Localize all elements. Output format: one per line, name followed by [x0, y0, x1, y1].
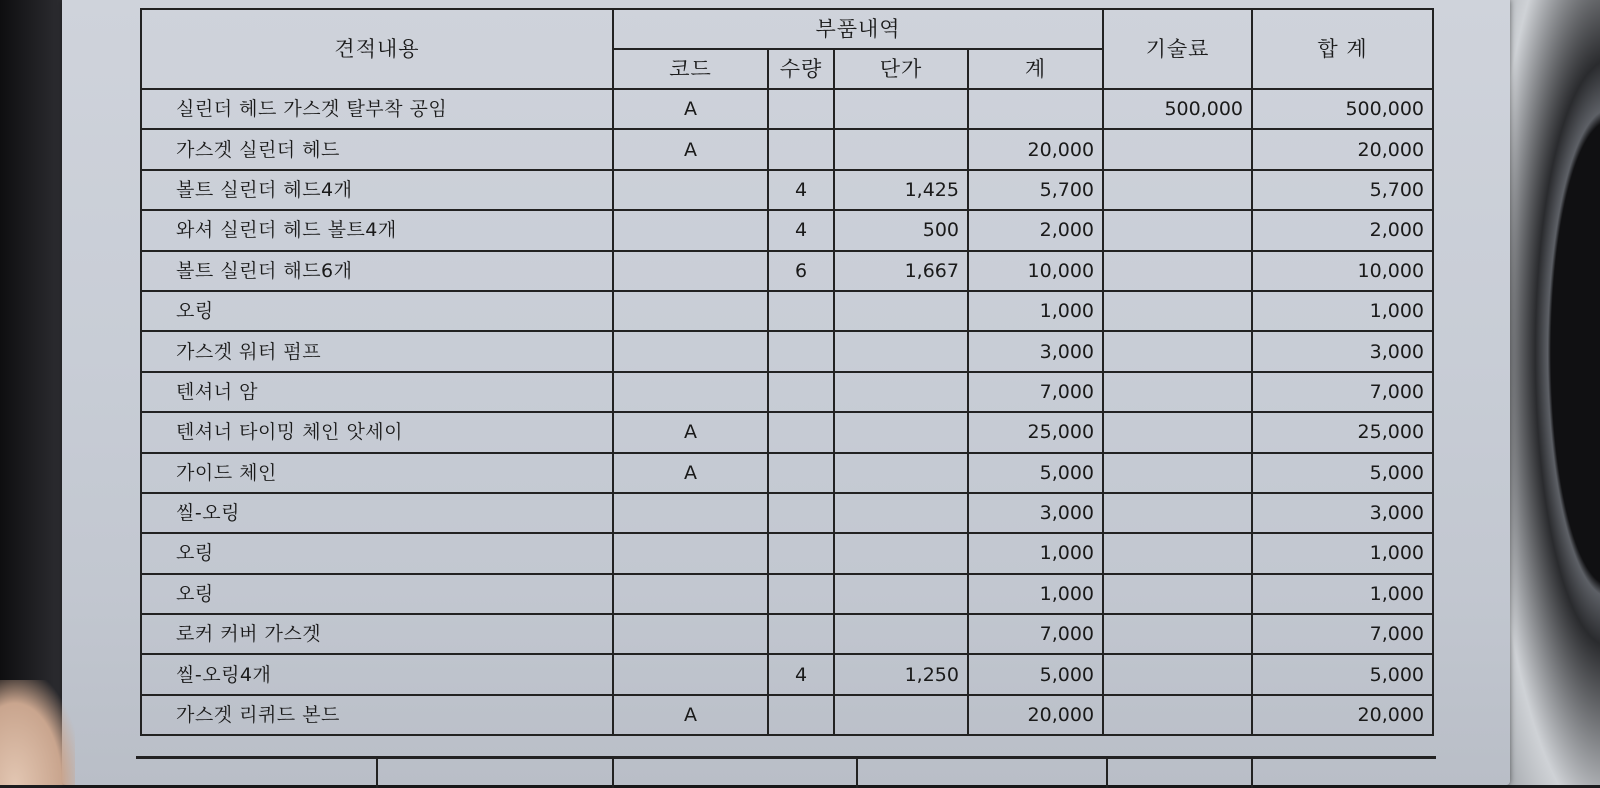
- item-code: A: [613, 453, 768, 493]
- item-subtotal: 5,000: [968, 654, 1103, 694]
- item-code: [613, 251, 768, 291]
- item-subtotal: 3,000: [968, 493, 1103, 533]
- item-code: [613, 170, 768, 210]
- item-labor: [1103, 331, 1252, 371]
- item-subtotal: 7,000: [968, 614, 1103, 654]
- item-unit-price: 1,250: [834, 654, 968, 694]
- item-code: [613, 493, 768, 533]
- item-description: 가이드 체인: [141, 453, 613, 493]
- item-subtotal: 5,700: [968, 170, 1103, 210]
- table-row: [141, 614, 1433, 654]
- item-total: 1,000: [1252, 291, 1433, 331]
- header-unit-price: 단가: [834, 49, 968, 89]
- item-quantity: [768, 533, 834, 573]
- item-quantity: [768, 129, 834, 169]
- table-row: [141, 291, 1433, 331]
- item-total: 3,000: [1252, 493, 1433, 533]
- item-labor: [1103, 574, 1252, 614]
- item-subtotal: 1,000: [968, 291, 1103, 331]
- item-total: 2,000: [1252, 210, 1433, 250]
- item-unit-price: 1,667: [834, 251, 968, 291]
- item-quantity: 4: [768, 170, 834, 210]
- item-labor: [1103, 372, 1252, 412]
- item-subtotal: 2,000: [968, 210, 1103, 250]
- item-labor: [1103, 654, 1252, 694]
- item-total: 25,000: [1252, 412, 1433, 452]
- item-unit-price: [834, 129, 968, 169]
- item-total: 500,000: [1252, 89, 1433, 129]
- item-quantity: 4: [768, 210, 834, 250]
- estimate-rows: [141, 89, 1433, 735]
- header-total: 합 계: [1252, 9, 1433, 89]
- item-unit-price: [834, 412, 968, 452]
- item-quantity: [768, 291, 834, 331]
- next-table-edge: [136, 756, 1436, 788]
- item-labor: [1103, 493, 1252, 533]
- table-row: [141, 453, 1433, 493]
- item-code: [613, 291, 768, 331]
- item-description: 텐셔너 암: [141, 372, 613, 412]
- item-unit-price: [834, 533, 968, 573]
- item-quantity: [768, 89, 834, 129]
- item-total: 7,000: [1252, 372, 1433, 412]
- item-unit-price: [834, 372, 968, 412]
- table-row: [141, 654, 1433, 694]
- item-unit-price: [834, 493, 968, 533]
- table-row: [141, 89, 1433, 129]
- item-total: 5,700: [1252, 170, 1433, 210]
- item-description: 로커 커버 가스겟: [141, 614, 613, 654]
- item-code: [613, 614, 768, 654]
- table-divider: [1251, 759, 1253, 788]
- table-row: [141, 695, 1433, 735]
- item-labor: [1103, 291, 1252, 331]
- item-unit-price: 1,425: [834, 170, 968, 210]
- table-row: [141, 129, 1433, 169]
- item-total: 1,000: [1252, 574, 1433, 614]
- item-unit-price: [834, 291, 968, 331]
- header-labor: 기술료: [1103, 9, 1252, 89]
- item-subtotal: 5,000: [968, 453, 1103, 493]
- item-description: 실린더 헤드 가스겟 탈부착 공임: [141, 89, 613, 129]
- item-labor: [1103, 170, 1252, 210]
- item-total: 3,000: [1252, 331, 1433, 371]
- item-code: [613, 331, 768, 371]
- item-description: 씰-오링: [141, 493, 613, 533]
- table-row: [141, 331, 1433, 371]
- table-row: [141, 170, 1433, 210]
- item-total: 20,000: [1252, 129, 1433, 169]
- item-subtotal: [968, 89, 1103, 129]
- item-subtotal: 20,000: [968, 129, 1103, 169]
- item-code: A: [613, 412, 768, 452]
- item-code: [613, 210, 768, 250]
- header-code: 코드: [613, 49, 768, 89]
- item-code: A: [613, 89, 768, 129]
- table-row: [141, 210, 1433, 250]
- item-subtotal: 7,000: [968, 372, 1103, 412]
- item-quantity: [768, 412, 834, 452]
- table-row: [141, 574, 1433, 614]
- item-unit-price: [834, 614, 968, 654]
- item-subtotal: 20,000: [968, 695, 1103, 735]
- item-description: 씰-오링4개: [141, 654, 613, 694]
- item-description: 볼트 실린더 헤드4개: [141, 170, 613, 210]
- table-divider: [856, 759, 858, 788]
- item-labor: [1103, 695, 1252, 735]
- table-row: [141, 533, 1433, 573]
- item-labor: [1103, 453, 1252, 493]
- item-subtotal: 1,000: [968, 533, 1103, 573]
- item-unit-price: [834, 331, 968, 371]
- table-row: [141, 493, 1433, 533]
- item-unit-price: 500: [834, 210, 968, 250]
- item-code: [613, 654, 768, 694]
- item-description: 가스겟 리퀴드 본드: [141, 695, 613, 735]
- item-total: 5,000: [1252, 453, 1433, 493]
- item-quantity: [768, 453, 834, 493]
- table-row: [141, 372, 1433, 412]
- estimate-table: [140, 8, 1434, 736]
- item-description: 오링: [141, 533, 613, 573]
- item-description: 와셔 실린더 헤드 볼트4개: [141, 210, 613, 250]
- item-quantity: [768, 695, 834, 735]
- table-row: [141, 251, 1433, 291]
- header-description: 견적내용: [141, 9, 613, 89]
- item-unit-price: [834, 89, 968, 129]
- item-total: 7,000: [1252, 614, 1433, 654]
- item-labor: [1103, 129, 1252, 169]
- table-divider: [612, 759, 614, 788]
- item-labor: 500,000: [1103, 89, 1252, 129]
- item-subtotal: 3,000: [968, 331, 1103, 371]
- item-subtotal: 25,000: [968, 412, 1103, 452]
- header-parts-group: 부품내역: [613, 9, 1103, 49]
- item-total: 5,000: [1252, 654, 1433, 694]
- item-description: 가스겟 실린더 헤드: [141, 129, 613, 169]
- item-description: 가스겟 워터 펌프: [141, 331, 613, 371]
- item-quantity: 6: [768, 251, 834, 291]
- item-description: 오링: [141, 291, 613, 331]
- item-quantity: [768, 574, 834, 614]
- item-total: 10,000: [1252, 251, 1433, 291]
- item-labor: [1103, 412, 1252, 452]
- item-labor: [1103, 614, 1252, 654]
- item-subtotal: 10,000: [968, 251, 1103, 291]
- item-code: [613, 533, 768, 573]
- table-row: [141, 412, 1433, 452]
- item-quantity: 4: [768, 654, 834, 694]
- header-subtotal: 계: [968, 49, 1103, 89]
- item-quantity: [768, 372, 834, 412]
- item-quantity: [768, 493, 834, 533]
- item-labor: [1103, 533, 1252, 573]
- item-total: 1,000: [1252, 533, 1433, 573]
- item-unit-price: [834, 574, 968, 614]
- item-description: 텐셔너 타이밍 체인 앗세이: [141, 412, 613, 452]
- item-labor: [1103, 251, 1252, 291]
- item-code: [613, 574, 768, 614]
- item-description: 오링: [141, 574, 613, 614]
- item-unit-price: [834, 695, 968, 735]
- header-quantity: 수량: [768, 49, 834, 89]
- item-labor: [1103, 210, 1252, 250]
- item-description: 볼트 실린더 해드6개: [141, 251, 613, 291]
- item-quantity: [768, 614, 834, 654]
- item-code: [613, 372, 768, 412]
- table-divider: [376, 759, 378, 788]
- item-code: A: [613, 129, 768, 169]
- item-total: 20,000: [1252, 695, 1433, 735]
- item-subtotal: 1,000: [968, 574, 1103, 614]
- table-divider: [1106, 759, 1108, 788]
- item-unit-price: [834, 453, 968, 493]
- item-quantity: [768, 331, 834, 371]
- item-code: A: [613, 695, 768, 735]
